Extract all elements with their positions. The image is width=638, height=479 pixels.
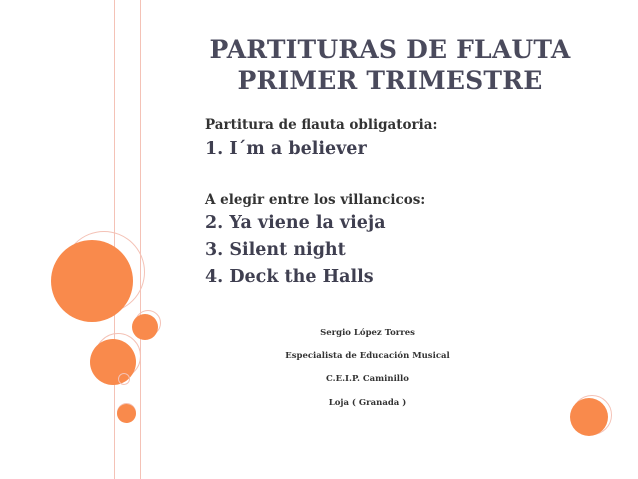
decor-circle [117, 404, 136, 423]
title-line-2: PRIMER TRIMESTRE [237, 66, 543, 95]
decor-ring [118, 373, 130, 385]
slide-title [192, 34, 588, 96]
choice-item: 4. Deck the Halls [205, 267, 374, 287]
choice-item: 3. Silent night [205, 240, 346, 260]
mandatory-label: Partitura de flauta obligatoria: [205, 117, 438, 133]
credit-location: Loja ( Granada ) [328, 398, 407, 408]
decor-circle [132, 314, 158, 340]
credit-role: Especialista de Educación Musical [285, 351, 450, 361]
decor-line [140, 0, 141, 479]
credit-school: C.E.I.P. Caminillo [326, 374, 409, 384]
decor-circle [51, 240, 133, 322]
choice-item: 2. Ya viene la vieja [205, 213, 386, 233]
credit-name: Sergio López Torres [320, 328, 415, 338]
title-line-1: PARTITURAS DE FLAUTA [209, 35, 571, 64]
choice-label: A elegir entre los villancicos: [205, 192, 426, 208]
mandatory-item: 1. I´m a believer [205, 139, 367, 159]
decor-circle [570, 398, 608, 436]
